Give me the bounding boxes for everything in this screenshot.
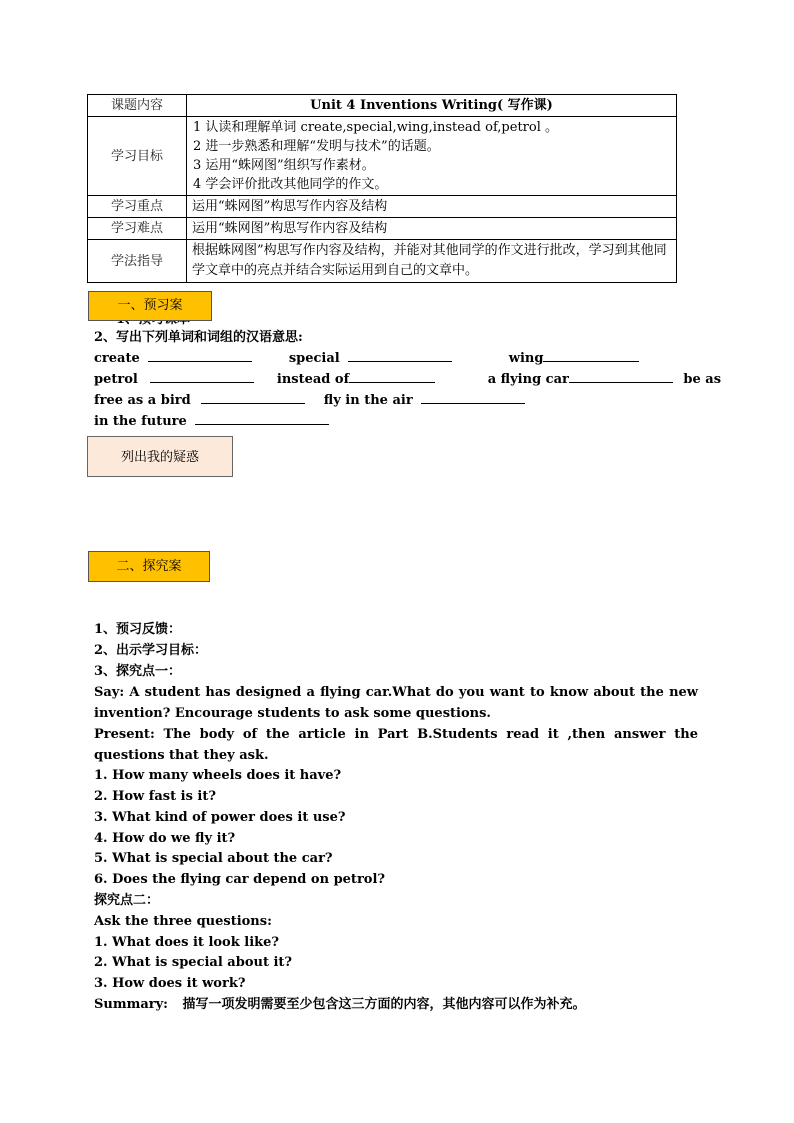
vocab-special: special [288, 351, 340, 366]
row-label: 学习重点 [88, 196, 187, 218]
difficulty: 运用“蛛网图”构思写作内容及结构 [187, 218, 677, 240]
row-label: 学习难点 [88, 218, 187, 240]
summary-label: Summary: [94, 997, 168, 1012]
answer-blank[interactable] [421, 391, 525, 404]
lesson-title: Unit 4 Inventions Writing( 写作课) [187, 95, 677, 117]
table-row [88, 240, 677, 283]
question-item: 3. What kind of power does it use? [94, 810, 346, 825]
goal-item: 4 学会评价批改其他同学的作文。 [193, 177, 388, 192]
summary-text: 描写一项发明需要至少包含这三方面的内容，其他内容可以作为补充。 [182, 997, 586, 1012]
question-item: 3. How does it work? [94, 976, 246, 991]
question-item: 2. How fast is it? [94, 789, 216, 804]
question-item: 4. How do we fly it? [94, 831, 236, 846]
ask-three-label: Ask the three questions: [94, 914, 272, 929]
goal-item: 2 进一步熟悉和理解“发明与技术”的话题。 [193, 139, 440, 154]
section-preview-heading: 一、预习案 [88, 291, 212, 321]
vocab-line-3 [94, 390, 525, 411]
table-row [88, 117, 677, 196]
vocab-future: in the future [94, 414, 187, 429]
goals-cell [187, 117, 677, 196]
vocab-create: create [94, 351, 140, 366]
answer-blank[interactable] [150, 370, 254, 383]
vocab-line-1 [94, 348, 639, 369]
answer-blank[interactable] [201, 391, 305, 404]
question-item: 2. What is special about it? [94, 955, 293, 970]
answer-blank[interactable] [148, 349, 252, 362]
answer-blank[interactable] [569, 370, 673, 383]
answer-blank[interactable] [195, 412, 329, 425]
table-row [88, 196, 677, 218]
section-explore-heading: 二、探究案 [88, 551, 210, 582]
vocab-line-2 [94, 369, 722, 390]
question-item: 1. How many wheels does it have? [94, 768, 342, 783]
say-paragraph: Say: A student has designed a flying car.What do you want to know about the new invention? Encourage students to ask some questions. [94, 685, 698, 721]
vocab-fly-air: fly in the air [323, 393, 413, 408]
vocab-flying-car: a flying car [487, 372, 569, 387]
key-point: 运用“蛛网图”构思写作内容及结构 [187, 196, 677, 218]
goal-item: 3 运用“蛛网图”组织写作素材。 [193, 158, 375, 173]
vocab-instruction: 2、写出下列单词和词组的汉语意思: [94, 330, 303, 345]
answer-blank[interactable] [348, 349, 452, 362]
question-item: 1. What does it look like? [94, 935, 280, 950]
vocab-line-4 [94, 411, 329, 432]
list-item: 3、探究点一： [94, 664, 182, 679]
goal-item: 1 认读和理解单词 create,special,wing,instead of,petrol 。 [193, 120, 559, 135]
row-label: 课题内容 [88, 95, 187, 117]
present-paragraph: Present: The body of the article in Part B.Students read it ,then answer the questions that they ask. [94, 727, 698, 763]
vocab-free-bird: free as a bird [94, 393, 191, 408]
table-row [88, 95, 677, 117]
vocab-instead-of: instead of [276, 372, 350, 387]
vocab-be-as: be as [683, 372, 722, 387]
lesson-info-table [87, 94, 677, 283]
method-guide: 根据蛛网图”构思写作内容及结构，并能对其他同学的作文进行批改，学习到其他同学文章中的亮点并结合实际运用到自己的文章中。 [187, 240, 677, 283]
row-label: 学法指导 [88, 240, 187, 283]
answer-blank[interactable] [349, 370, 435, 383]
vocab-petrol: petrol [94, 372, 138, 387]
list-doubts-heading: 列出我的疑惑 [87, 436, 233, 477]
list-item: 1、预习反馈： [94, 622, 182, 637]
table-row [88, 218, 677, 240]
answer-blank[interactable] [543, 349, 639, 362]
question-item: 5. What is special about the car? [94, 851, 333, 866]
explore-point-two: 探究点二： [94, 893, 160, 908]
vocab-wing: wing [508, 351, 544, 366]
question-item: 6. Does the flying car depend on petrol? [94, 872, 386, 887]
list-item: 2、出示学习目标： [94, 643, 208, 658]
row-label: 学习目标 [88, 117, 187, 196]
summary-line [94, 994, 586, 1015]
